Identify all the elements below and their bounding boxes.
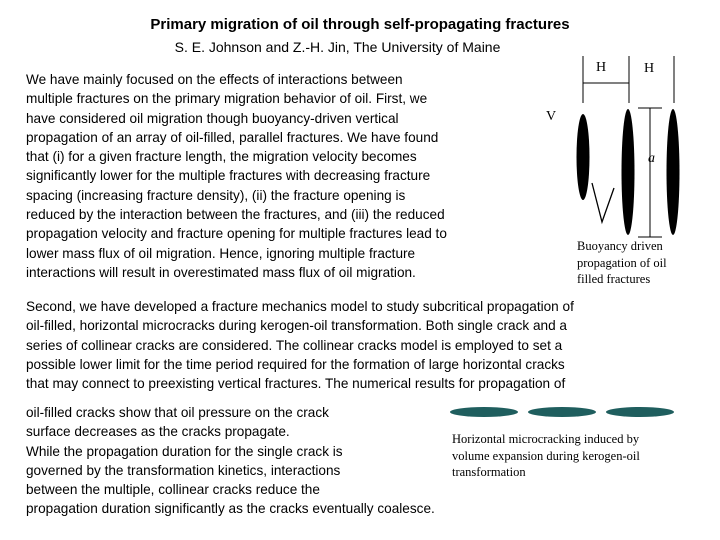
paragraph2-line: that may connect to preexisting vertical fractures. The numerical results for propagation of <box>26 376 566 392</box>
figure1-caption-line: propagation of oil <box>577 255 667 270</box>
paragraph1-line: reduced by the interaction between the fractures, and (iii) the reduced <box>26 207 445 223</box>
paragraph3-line: between the multiple, collinear cracks reduce the <box>26 482 320 498</box>
paragraph2-line: possible lower limit for the time period required for the formation of large horizontal cracks <box>26 356 565 372</box>
paragraph1-line: lower mass flux of oil migration. Hence, ignoring multiple fracture <box>26 245 416 261</box>
figure2-caption <box>452 431 640 481</box>
velocity-arrow-sketch <box>592 183 614 222</box>
velocity-label: V <box>546 109 557 124</box>
figure2-caption-line: volume expansion during kerogen-oil <box>452 448 640 463</box>
paragraph3-line: governed by the transformation kinetics, interactions <box>26 462 341 478</box>
figure1-caption <box>577 238 667 288</box>
vertical-fractures-figure <box>577 56 680 237</box>
paragraph3-line: propagation duration significantly as the cracks eventually coalesce. <box>26 501 435 517</box>
paragraph1-line: spacing (increasing fracture density), (ii) the fracture opening is <box>26 187 406 203</box>
paragraph1-line: We have mainly focused on the effects of interactions between <box>26 72 403 87</box>
figure2-caption-line: transformation <box>452 465 526 479</box>
paragraph2-line: series of collinear cracks are considered. The collinear cracks model is employed to set a <box>26 337 563 353</box>
paragraph1-line: propagation of an array of oil-filled, parallel fractures. We have found <box>26 129 439 145</box>
figure1-caption-line: Buoyancy driven <box>577 239 663 253</box>
paragraph1-line: propagation velocity and fracture opening for multiple fractures lead to <box>26 226 447 242</box>
fracture-left <box>577 114 590 200</box>
horizontal-crack-1 <box>450 407 518 417</box>
paragraph1-line: that (i) for a given fracture length, the migration velocity becomes <box>26 149 417 165</box>
fracture-right <box>667 109 680 235</box>
paragraph1-line: interactions will result in overestimated mass flux of oil migration. <box>26 264 416 280</box>
figure2-caption-line: Horizontal microcracking induced by <box>452 432 640 446</box>
fracture-middle <box>622 109 635 235</box>
paragraph3-line: oil-filled cracks show that oil pressure on the crack <box>26 405 329 420</box>
paragraph1-line: multiple fractures on the primary migration behavior of oil. First, we <box>26 91 428 107</box>
paragraph3-line: surface decreases as the cracks propagate. <box>26 424 290 440</box>
length-label: a <box>648 151 655 166</box>
paragraph1-line: significantly lower for the multiple fractures with decreasing fracture <box>26 168 431 184</box>
horizontal-cracks-figure <box>450 407 674 417</box>
spacing-label-h1: H <box>596 60 607 75</box>
paragraph2-line: oil-filled, horizontal microcracks during kerogen-oil transformation. Both single crack and a <box>26 318 567 334</box>
spacing-label-h2: H <box>644 61 655 76</box>
horizontal-crack-3 <box>606 407 674 417</box>
horizontal-crack-2 <box>528 407 596 417</box>
authors-line: S. E. Johnson and Z.-H. Jin, The University of Maine <box>174 39 501 55</box>
page-title: Primary migration of oil through self-propagating fractures <box>150 16 570 33</box>
paragraph3-line: While the propagation duration for the single crack is <box>26 443 343 459</box>
figure1-caption-line: filled fractures <box>577 272 651 286</box>
paragraph1-line: have considered oil migration though buoyancy-driven vertical <box>26 110 399 126</box>
paragraph2-line: Second, we have developed a fracture mechanics model to study subcritical propagation of <box>26 299 574 314</box>
